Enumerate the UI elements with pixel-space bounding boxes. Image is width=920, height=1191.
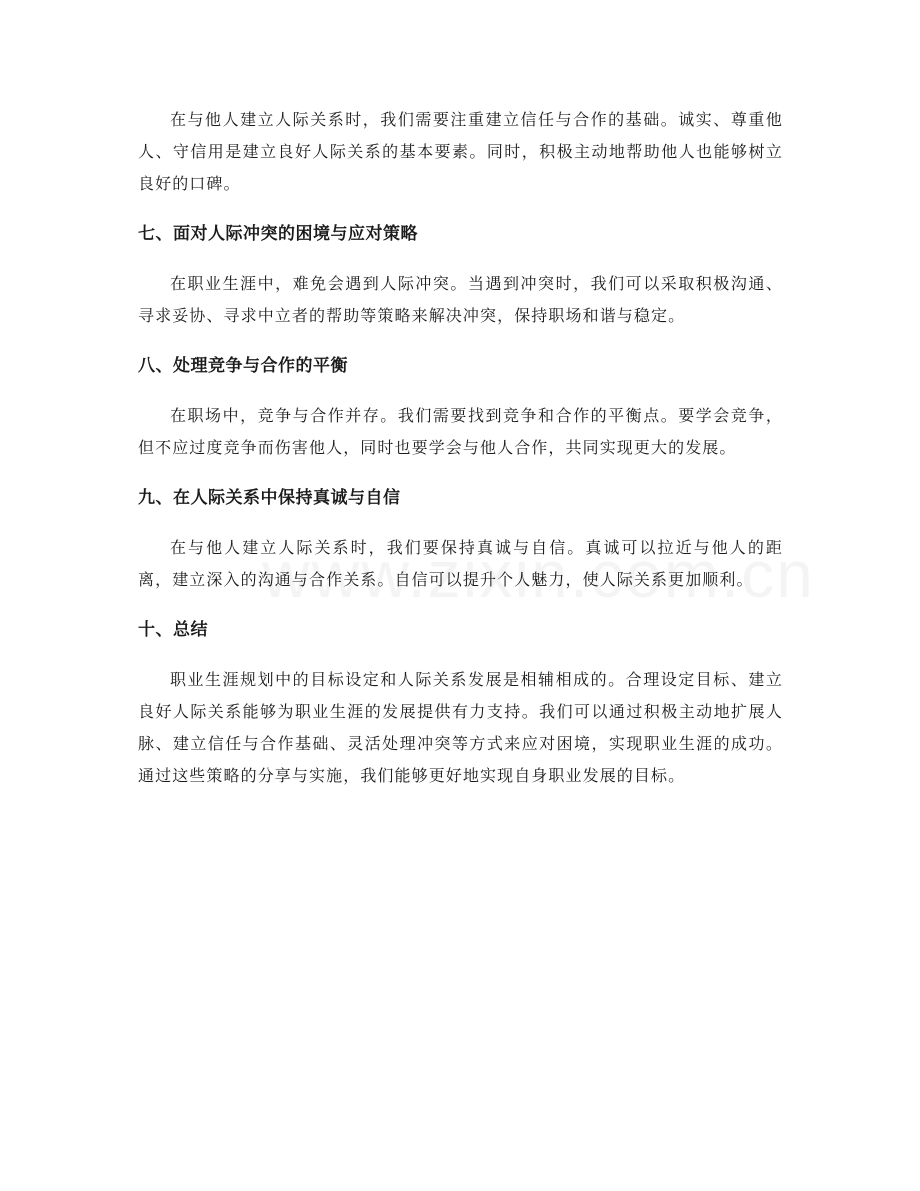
section-paragraph-9: 在与他人建立人际关系时，我们要保持真诚与自信。真诚可以拉近与他人的距离，建立深入的沟通与合作关系。自信可以提升个人魅力，使人际关系更加顺利。 [138, 538, 783, 589]
document-body [138, 104, 783, 792]
section-heading-10: 十、总结 [138, 620, 208, 640]
section-paragraph-8: 在职场中，竞争与合作并存。我们需要找到竞争和合作的平衡点。要学会竞争，但不应过度竞争而伤害他人，同时也要学会与他人合作，共同实现更大的发展。 [138, 406, 783, 457]
section-paragraph-7: 在职业生涯中，难免会遇到人际冲突。当遇到冲突时，我们可以采取积极沟通、寻求妥协、寻求中立者的帮助等策略来解决冲突，保持职场和谐与稳定。 [138, 274, 783, 325]
section-heading-8: 八、处理竞争与合作的平衡 [138, 356, 348, 376]
section-paragraph-10: 职业生涯规划中的目标设定和人际关系发展是相辅相成的。合理设定目标、建立良好人际关系能够为职业生涯的发展提供有力支持。我们可以通过积极主动地扩展人脉、建立信任与合作基础、灵活处理冲突等方式来应对困境，实现职业生涯的成功。通过这些策略的分享与实施，我们能够更好地实现自身职业发展的目标。 [138, 670, 783, 785]
section-heading-7: 七、面对人际冲突的困境与应对策略 [138, 224, 418, 244]
intro-paragraph: 在与他人建立人际关系时，我们需要注重建立信任与合作的基础。诚实、尊重他人、守信用是建立良好人际关系的基本要素。同时，积极主动地帮助他人也能够树立良好的口碑。 [138, 110, 783, 193]
section-heading-9: 九、在人际关系中保持真诚与自信 [138, 488, 401, 508]
